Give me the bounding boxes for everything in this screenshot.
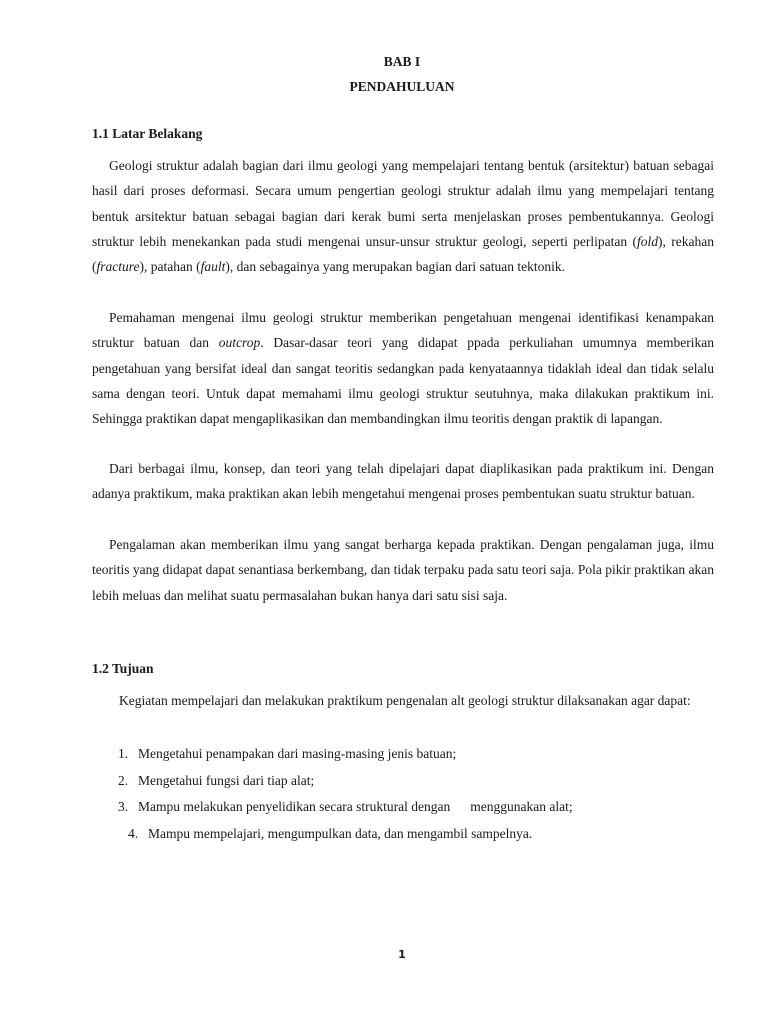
- term-outcrop: outcrop: [218, 335, 261, 351]
- paragraph-1: [92, 153, 714, 279]
- paragraph-2: [92, 305, 714, 431]
- paragraph-1-text-c: ), patahan (: [139, 259, 201, 275]
- paragraph-3: Dari berbagai ilmu, konsep, dan teori yang telah dipelajari dapat diaplikasikan pada praktikum ini. Dengan adanya praktikum, maka praktikan akan lebih mengetahui mengenai proses pembentukan suatu struktur batuan.: [92, 461, 714, 502]
- list-item-text-continued: menggunakan alat;: [470, 799, 573, 814]
- list-item: [118, 794, 573, 821]
- list-item-number: 1.: [118, 746, 129, 761]
- paragraph-4: Pengalaman akan memberikan ilmu yang sangat berharga kepada praktikan. Dengan pengalaman juga, ilmu teoritis yang didapat dapat senantiasa berkembang, dan tidak terpaku pada satu teori saja. Pola pikir praktikan akan lebih meluas dan melihat suatu permasalahan bukan hanya dari satu sisi saja.: [92, 537, 714, 603]
- list-item-text: Mengetahui fungsi dari tiap alat;: [138, 772, 315, 788]
- paragraph-2-text-a: Pemahaman mengenai ilmu geologi struktur memberikan pengetahuan mengenai identifikasi kenampakan struktur batuan dan: [92, 310, 714, 351]
- list-item-number: 3.: [118, 799, 129, 814]
- list-item: [118, 741, 573, 768]
- term-fault: fault: [200, 259, 226, 275]
- list-item: [118, 821, 573, 848]
- chapter-title: PENDAHULUAN: [349, 79, 455, 94]
- list-item-text: Mengetahui penampakan dari masing-masing jenis batuan;: [138, 746, 457, 761]
- list-item: [118, 768, 573, 795]
- goals-list: [118, 741, 573, 847]
- paragraph-1-text-d: ), dan sebagainya yang merupakan bagian dari satuan tektonik.: [225, 259, 565, 275]
- chapter-number: BAB I: [383, 54, 421, 69]
- section-heading-tujuan: 1.2 Tujuan: [92, 661, 154, 676]
- paragraph-2-text-b: . Dasar-dasar teori yang didapat ppada perkuliahan umumnya memberikan pengetahuan yang bersifat ideal dan sangat teoritis sedangkan pada kenyataannya tidaklah ideal dan tidak selalu sama dengan teori. Untuk dapat memahami ilmu geologi struktur seutuhnya, maka dilakukan praktikum ini. Sehingga praktikan dapat mengaplikasikan dan membandingkan ilmu teoritis dengan praktik di lapangan.: [92, 335, 714, 427]
- term-fold: fold: [637, 233, 659, 249]
- list-item-text: Mampu melakukan penyelidikan secara struktural dengan: [138, 799, 451, 814]
- paragraph-1-text-b: ), rekahan (: [92, 233, 715, 275]
- section-heading-latar-belakang: 1.1 Latar Belakang: [92, 126, 203, 141]
- list-item-number: 2.: [118, 772, 129, 788]
- list-item-text: Mampu mempelajari, mengumpulkan data, dan mengambil sampelnya.: [148, 825, 533, 841]
- term-fracture: fracture: [96, 259, 140, 275]
- paragraph-1-text-a: Geologi struktur adalah bagian dari ilmu geologi yang mempelajari tentang bentuk (arsitektur) batuan sebagai hasil dari proses deformasi. Secara umum pengertian geologi struktur adalah ilmu yang mempelajari tentang bentuk arsitektur batuan sebagai bagian dari kerak bumi serta menjelaskan proses pembentukannya. Geologi struktur lebih menekankan pada studi mengenai unsur-unsur struktur geologi, seperti perlipatan (: [92, 158, 714, 249]
- goals-intro: Kegiatan mempelajari dan melakukan praktikum pengenalan alt geologi struktur dilaksanakan agar dapat:: [119, 693, 691, 708]
- page-number: 1: [398, 948, 406, 961]
- list-item-number: 4.: [128, 825, 139, 841]
